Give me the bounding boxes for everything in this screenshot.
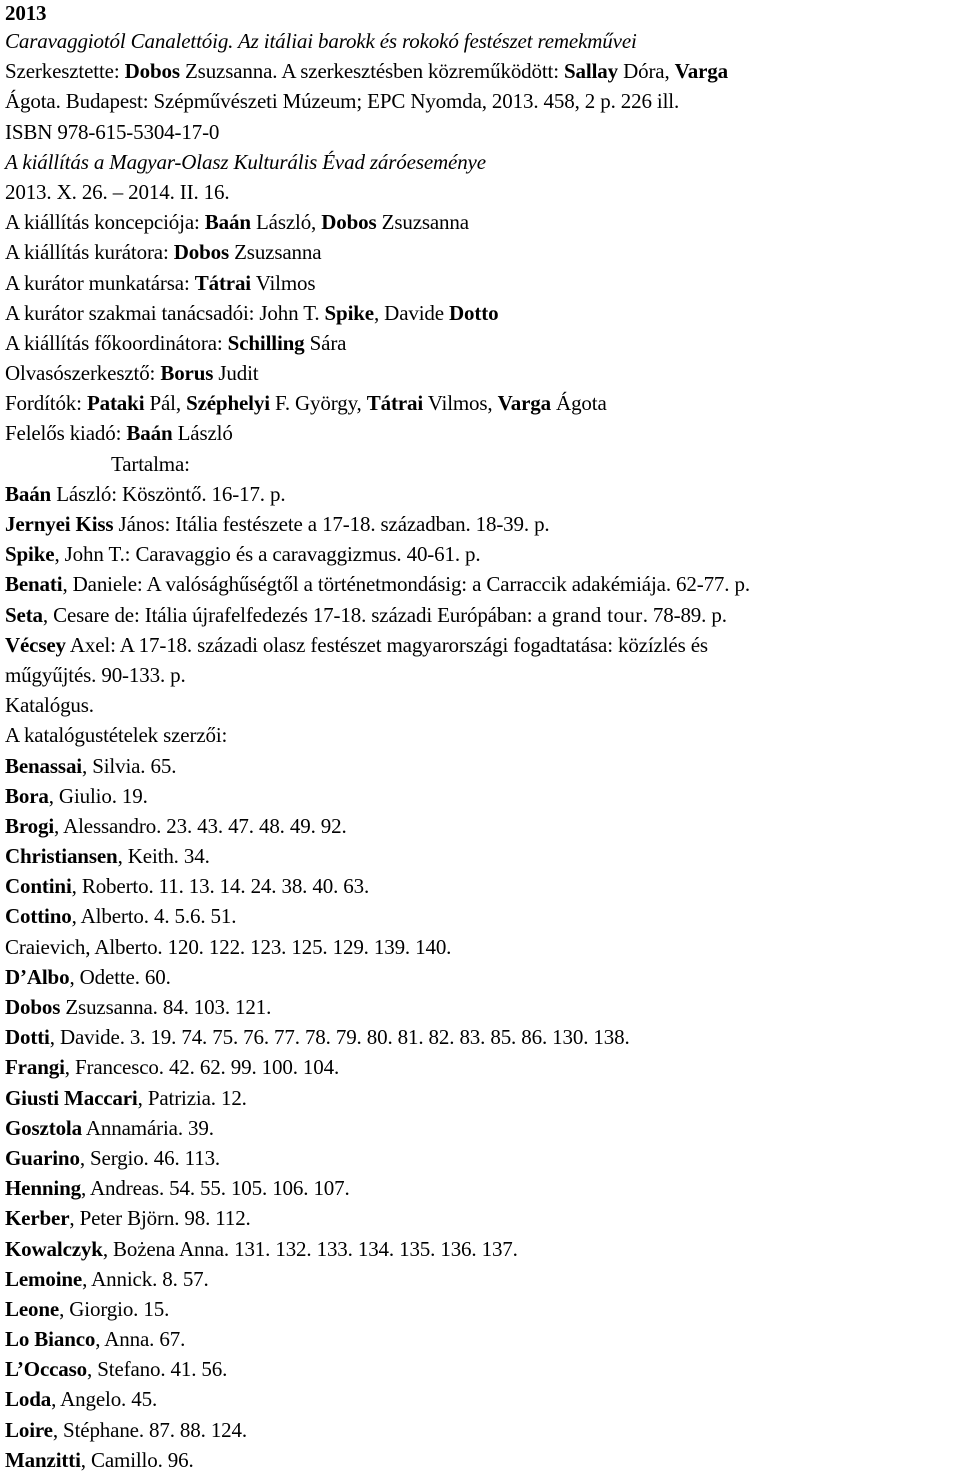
text-run: A kurátor munkatársa:: [5, 270, 195, 295]
bold-name: Benassai: [5, 753, 82, 778]
text-run: műgyűjtés. 90-133. p.: [5, 662, 186, 687]
text-line: [5, 358, 956, 388]
text-line: [5, 901, 956, 931]
bold-name: Varga: [497, 391, 551, 416]
text-run: Vilmos,: [423, 391, 498, 416]
bold-name: Henning: [5, 1176, 81, 1201]
text-line: [5, 86, 956, 116]
text-line: [5, 1384, 956, 1414]
text-run: F. György,: [269, 391, 367, 416]
bold-name: Dotti: [5, 1025, 50, 1050]
text-run: , Annick. 8. 57.: [82, 1266, 209, 1291]
text-line: [5, 298, 956, 328]
bold-name: Dotto: [449, 300, 499, 325]
bold-name: Loda: [5, 1387, 52, 1412]
text-run: A kiállítás koncepciója:: [5, 210, 205, 235]
text-line: [5, 811, 956, 841]
text-line: [5, 1294, 956, 1324]
text-line: [5, 1052, 956, 1082]
bold-name: 2013: [5, 1, 47, 25]
text-run: 2013. X. 26. – 2014. II. 16.: [5, 179, 230, 204]
bold-name: Brogi: [5, 813, 55, 838]
text-run: Olvasószerkesztő:: [5, 361, 161, 386]
text-run: , Daniele: A valósághűségtől a történetmondásig: a Carraccik adakémiája. 62-77. p.: [62, 572, 750, 597]
text-line: [5, 1415, 956, 1445]
bold-name: Loire: [5, 1417, 53, 1442]
text-line: [5, 117, 956, 147]
text-run: , Anna. 67.: [95, 1327, 186, 1352]
text-run: Judit: [213, 361, 259, 386]
text-line: [5, 509, 956, 539]
text-run: , Davide: [373, 300, 450, 325]
bold-name: Kerber: [5, 1206, 70, 1231]
text-run: A kurátor szakmai tanácsadói: John T.: [5, 300, 325, 325]
text-line: [5, 932, 956, 962]
bold-name: Dobos: [5, 995, 61, 1019]
text-run: Dóra,: [617, 59, 675, 84]
text-run: , John T.: Caravaggio és a caravaggizmus. 40-61. p.: [54, 542, 481, 567]
text-run: , Bożena Anna. 131. 132. 133. 134. 135. 136. 137.: [102, 1236, 518, 1261]
text-run: , Silvia. 65.: [82, 753, 177, 778]
bold-name: Baán: [5, 481, 52, 506]
text-run: László,: [250, 210, 322, 235]
text-line: [5, 871, 956, 901]
text-line: [5, 1143, 956, 1173]
text-run: Fordítók:: [5, 391, 87, 416]
text-line: [5, 177, 956, 207]
text-line: [5, 781, 956, 811]
text-line: [5, 0, 956, 26]
text-run: Ágota: [550, 391, 607, 416]
text-run: Zsuzsanna: [376, 210, 469, 235]
text-run: , Roberto. 11. 13. 14. 24. 38. 40. 63.: [71, 874, 370, 899]
text-run: , Cesare de: Itália újrafelfedezés 17-18. századi Európában: a: [42, 602, 552, 627]
bold-name: Benati: [5, 572, 63, 597]
text-line: [5, 1264, 956, 1294]
text-line: [5, 751, 956, 781]
bold-name: Leone: [5, 1296, 60, 1321]
bold-name: Tátrai: [366, 391, 424, 416]
bold-name: Dobos: [124, 59, 180, 84]
text-run: Szerkesztette:: [5, 59, 125, 84]
bold-name: Baán: [126, 421, 173, 446]
text-line: [5, 56, 956, 86]
text-line: [5, 660, 956, 690]
text-line: [5, 1173, 956, 1203]
text-run: , Keith. 34.: [117, 844, 210, 869]
italic-text: Caravaggiotól Canalettóig. Az itáliai barokk és rokokó festészet remekművei: [5, 29, 637, 53]
bold-name: Bora: [5, 783, 49, 808]
text-line: [5, 26, 956, 56]
text-run: Ágota. Budapest: Szépművészeti Múzeum; EPC Nyomda, 2013. 458, 2 p. 226 ill.: [5, 89, 680, 114]
text-run: László: [172, 421, 233, 446]
bold-name: Dobos: [173, 240, 230, 265]
bold-name: Jernyei Kiss: [5, 512, 114, 536]
text-run: Katalógus.: [5, 693, 94, 718]
text-run: Vilmos: [251, 270, 316, 295]
text-run: Pál,: [144, 391, 187, 416]
bold-name: Tátrai: [194, 270, 251, 295]
bold-name: Schilling: [227, 330, 305, 355]
text-line: [5, 1354, 956, 1384]
text-line: [5, 237, 956, 267]
text-run: Annamária. 39.: [81, 1115, 214, 1140]
bold-name: Manzitti: [5, 1447, 81, 1472]
bold-name: Giusti Maccari: [5, 1085, 138, 1110]
bold-name: Contini: [5, 874, 72, 899]
text-line: [5, 1083, 956, 1113]
text-line: [5, 449, 956, 479]
text-run: , Peter Björn. 98. 112.: [69, 1206, 251, 1231]
text-run: Tartalma:: [111, 451, 190, 476]
bold-name: Kowalczyk: [5, 1236, 103, 1261]
bold-name: Seta: [5, 602, 43, 627]
text-run: grand tour: [551, 602, 643, 627]
text-run: Sára: [304, 330, 347, 355]
text-run: Zsuzsanna. 84. 103. 121.: [60, 995, 272, 1019]
bold-name: Lo Bianco: [5, 1327, 96, 1352]
text-run: , Alberto. 4. 5.6. 51.: [71, 904, 237, 929]
bold-name: Vécsey: [5, 632, 66, 657]
text-line: [5, 630, 956, 660]
text-run: A kiállítás kurátora:: [5, 240, 174, 265]
text-run: , Andreas. 54. 55. 105. 106. 107.: [80, 1176, 350, 1201]
bold-name: Dobos: [321, 210, 377, 235]
text-line: [5, 600, 956, 630]
bold-name: Christiansen: [5, 844, 118, 869]
text-run: , Sergio. 46. 113.: [79, 1145, 221, 1170]
text-line: [5, 268, 956, 298]
text-line: [5, 418, 956, 448]
text-run: , Patrizia. 12.: [137, 1085, 247, 1110]
text-run: , Stéphane. 87. 88. 124.: [52, 1417, 247, 1442]
text-line: [5, 720, 956, 750]
bold-name: Borus: [160, 361, 214, 386]
bold-name: Gosztola: [5, 1115, 82, 1140]
text-run: . 78-89. p.: [642, 602, 727, 627]
bold-name: Lemoine: [5, 1266, 83, 1291]
text-run: , Francesco. 42. 62. 99. 100. 104.: [64, 1055, 340, 1080]
text-run: ISBN 978-615-5304-17-0: [5, 119, 220, 144]
text-run: , Angelo. 45.: [51, 1387, 158, 1412]
text-run: Axel: A 17-18. századi olasz festészet magyarországi fogadtatása: közízlés és: [65, 632, 708, 657]
text-line: [5, 1203, 956, 1233]
text-line: [5, 328, 956, 358]
text-line: [5, 690, 956, 720]
bold-name: Spike: [5, 542, 55, 567]
text-line: [5, 1234, 956, 1264]
text-run: , Odette. 60.: [69, 964, 171, 989]
text-run: , Camillo. 96.: [80, 1447, 194, 1472]
text-line: [5, 147, 956, 177]
text-line: [5, 1113, 956, 1143]
text-line: [5, 479, 956, 509]
text-line: [5, 1022, 956, 1052]
bold-name: Pataki: [86, 391, 145, 416]
text-line: [5, 569, 956, 599]
text-line: [5, 992, 956, 1022]
text-line: [5, 1324, 956, 1354]
bold-name: Frangi: [5, 1055, 65, 1080]
bold-name: Guarino: [5, 1145, 80, 1170]
text-line: [5, 388, 956, 418]
text-run: , Stefano. 41. 56.: [87, 1357, 228, 1382]
bold-name: Varga: [674, 59, 728, 84]
text-run: , Alessandro. 23. 43. 47. 48. 49. 92.: [54, 813, 347, 838]
bold-name: Baán: [204, 210, 251, 235]
text-run: , Davide. 3. 19. 74. 75. 76. 77. 78. 79. 80. 81. 82. 83. 85. 86. 130. 138.: [49, 1025, 630, 1050]
text-line: [5, 1445, 956, 1475]
bold-name: Sallay: [564, 59, 618, 84]
text-line: [5, 962, 956, 992]
text-run: Zsuzsanna: [229, 240, 322, 265]
text-run: Zsuzsanna. A szerkesztésben közreműködött:: [179, 59, 565, 84]
text-run: A katalógustételek szerzői:: [5, 723, 228, 748]
text-line: [5, 841, 956, 871]
text-run: Craievich, Alberto. 120. 122. 123. 125. 129. 139. 140.: [5, 934, 452, 959]
text-run: A kiállítás főkoordinátora:: [5, 330, 228, 355]
bold-name: Széphelyi: [186, 391, 270, 416]
text-line: [5, 207, 956, 237]
text-line: [5, 539, 956, 569]
text-run: László: Köszöntő. 16-17. p.: [51, 481, 286, 506]
italic-text: A kiállítás a Magyar-Olasz Kulturális Évad záróeseménye: [5, 149, 486, 174]
text-run: János: Itália festészete a 17-18. században. 18-39. p.: [113, 512, 550, 536]
bold-name: L’Occaso: [5, 1357, 88, 1382]
text-run: Felelős kiadó:: [5, 421, 127, 446]
text-run: , Giorgio. 15.: [59, 1296, 170, 1321]
bold-name: Spike: [324, 300, 374, 325]
bold-name: Cottino: [5, 904, 72, 929]
text-run: , Giulio. 19.: [48, 783, 148, 808]
bold-name: D’Albo: [5, 964, 70, 989]
